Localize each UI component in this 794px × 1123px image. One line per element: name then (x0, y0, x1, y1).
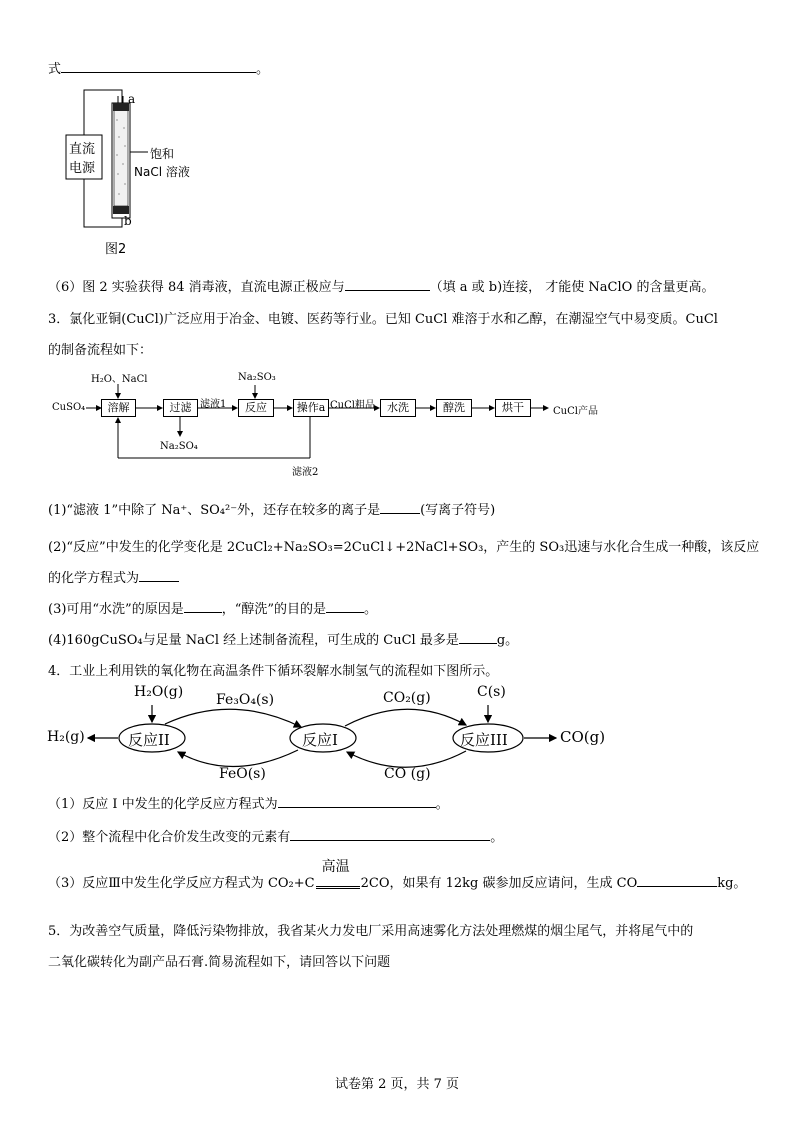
q4-label-co: CO (g) (384, 766, 431, 782)
q4-label-feo: FeO(s) (219, 766, 266, 782)
q3-sub3-b: ，“醇洗”的目的是 (221, 602, 327, 617)
answer-blank[interactable] (637, 874, 717, 887)
figure-caption: 图2 (105, 242, 127, 257)
electrode-b-label: b (124, 214, 132, 228)
flow-input-top: H₂O、NaCl (91, 374, 148, 385)
q4-sub1-after: 。 (435, 797, 449, 812)
q4-sub2-after: 。 (490, 830, 504, 845)
flow-filtrate1: 滤液1 (200, 399, 227, 410)
q3-sub4-before: (4)160gCuSO₄与足量 NaCl 经上述制备流程，可生成的 CuCl 最多是 (48, 633, 459, 648)
q4-label-co2: CO₂(g) (383, 690, 431, 706)
flow-box-react: 反应 (238, 399, 274, 417)
q6-text-after: （填 a 或 b)连接， 才能使 NaClO 的含量更高。 (429, 280, 715, 295)
flow-na2so3: Na₂SO₃ (238, 372, 276, 383)
q4-label-c: C(s) (477, 684, 506, 700)
power-label-2: 电源 (69, 161, 96, 176)
top-suffix: 。 (256, 62, 270, 77)
q4-sub3-condition: 高温 (321, 859, 350, 875)
flow-box-dissolve: 溶解 (101, 399, 136, 417)
q4-reaction-3: 反应III (460, 731, 508, 749)
q3-intro-line1: 3．氯化亚铜(CuCl)广泛应用于冶金、电镀、医药等行业。已知 CuCl 难溶于水和乙醇，在潮湿空气中易变质。CuCl (48, 312, 718, 327)
flow-box-dry: 烘干 (495, 399, 531, 417)
q4-sub3 (48, 859, 747, 891)
q3-intro-line2: 的制备流程如下： (48, 343, 153, 358)
flow-product: CuCl产品 (553, 406, 598, 417)
q3-sub2-line1: (2)“反应”中发生的化学变化是 2CuCl₂+Na₂SO₃=2CuCl↓+2NaCl+SO₃，产生的 SO₃迅速与水化合生成一种酸，该反应 (48, 540, 760, 555)
q4-sub1-before: （1）反应 I 中发生的化学反应方程式为 (48, 797, 278, 812)
electrode-a-label: a (128, 92, 136, 106)
solution-label-1: 饱和 (150, 147, 175, 161)
flow-box-filter: 过滤 (163, 399, 198, 417)
q4-label-fe3o4: Fe₃O₄(s) (216, 692, 275, 708)
power-label-1: 直流 (69, 142, 96, 157)
flow-box-water-wash: 水洗 (380, 399, 416, 417)
q4-label-co-out: CO(g) (560, 728, 606, 746)
solution-label-2: NaCl 溶液 (134, 165, 190, 179)
q4-sub3-before: （3）反应Ⅲ中发生化学反应方程式为 CO₂+C (48, 876, 315, 891)
q4-sub3-after: kg。 (717, 876, 747, 891)
top-prefix: 式 (48, 62, 62, 77)
flow-box-operation-a: 操作a (293, 399, 329, 417)
q4-label-h2o: H₂O(g) (134, 684, 184, 700)
q3-sub3-c: 。 (364, 602, 378, 617)
q4-intro: 4．工业上利用铁的氧化物在高温条件下循环裂解水制氢气的流程如下图所示。 (48, 664, 499, 679)
flow-filtrate2: 滤液2 (292, 467, 319, 478)
answer-blank[interactable] (290, 828, 490, 841)
q3-sub2-text: 的化学方程式为 (48, 571, 140, 586)
page-footer: 试卷第 2 页，共 7 页 (334, 1077, 460, 1092)
flow-box-alcohol-wash: 醇洗 (436, 399, 472, 417)
q3-sub3-a: (3)可用“水洗”的原因是 (48, 602, 184, 617)
q4-sub3-mid: 2CO，如果有 12kg 碳参加反应请问，生成 CO (360, 876, 638, 891)
q4-sub2 (48, 826, 503, 845)
q3-sub1-after: (写离子符号) (420, 503, 496, 518)
q4-sub3-condition-arrow (316, 859, 360, 889)
q4-reaction-1: 反应I (302, 731, 338, 749)
q4-reaction-2: 反应II (128, 731, 170, 749)
q4-label-h2: H₂(g) (47, 729, 85, 745)
q5-line1: 5．为改善空气质量，降低污染物排放，我省某火力发电厂采用高速雾化方法处理燃煤的烟尘尾气，并将尾气中的 (48, 924, 694, 939)
answer-blank[interactable] (278, 795, 436, 808)
q4-sub1 (48, 793, 449, 812)
q3-sub1-before: (1)“滤液 1”中除了 Na⁺、SO₄²⁻外，还存在较多的离子是 (48, 503, 381, 518)
q3-sub4-after: g。 (496, 633, 519, 648)
q5-line2: 二氧化碳转化为副产品石膏.简易流程如下，请回答以下问题 (48, 955, 391, 970)
flow-crude: CuCl粗品 (330, 400, 375, 411)
flow-na2so4: Na₂SO₄ (160, 441, 198, 452)
q6-text-before: （6）图 2 实验获得 84 消毒液，直流电源正极应与 (48, 280, 345, 295)
q4-sub2-before: （2）整个流程中化合价发生改变的元素有 (48, 830, 291, 845)
flow-input-left: CuSO₄ (52, 402, 86, 413)
